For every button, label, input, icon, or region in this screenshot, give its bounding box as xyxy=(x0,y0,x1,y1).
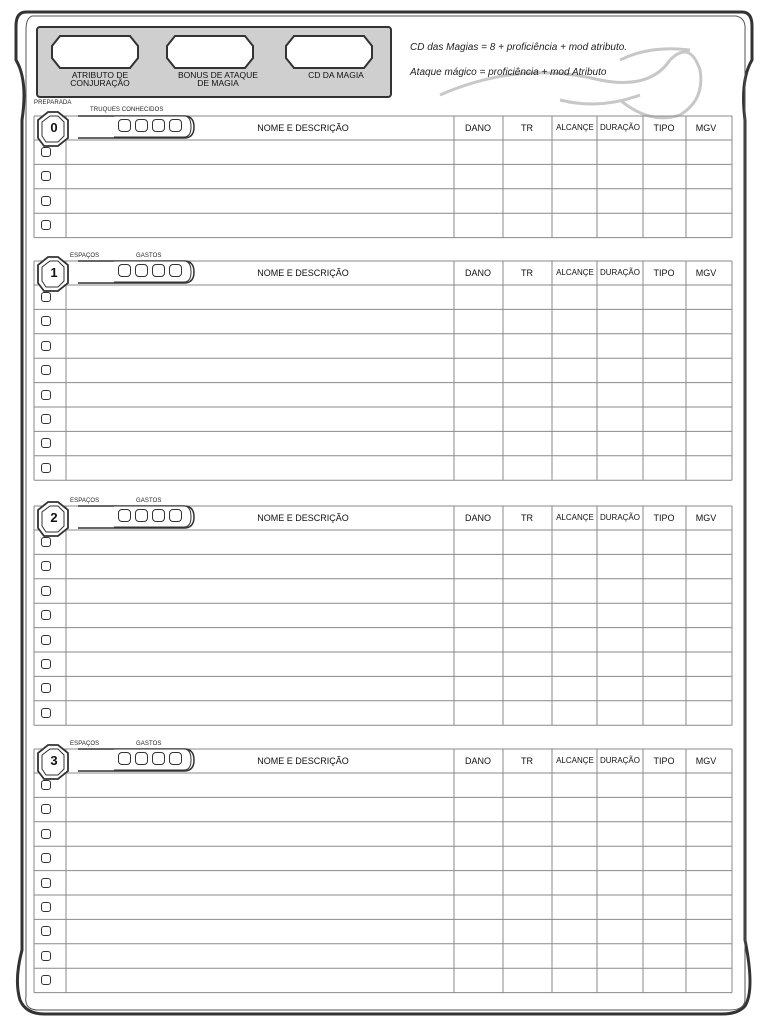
spell-level-number: 3 xyxy=(50,753,58,768)
slot-spent-checkbox[interactable] xyxy=(169,264,182,277)
prepared-checkbox[interactable] xyxy=(41,659,51,669)
column-header-duration: DURAÇÃO xyxy=(599,268,640,277)
prepared-checkbox[interactable] xyxy=(41,390,51,400)
column-header-components: MGV xyxy=(695,123,717,133)
column-header-damage: DANO xyxy=(464,756,491,766)
prepared-checkbox[interactable] xyxy=(41,196,51,206)
prepared-checkbox[interactable] xyxy=(41,829,51,839)
slot-spent-checkbox[interactable] xyxy=(169,752,182,765)
column-header-duration: DURAÇÃO xyxy=(599,123,640,132)
column-header-save: TR xyxy=(521,756,533,766)
prepared-checkbox[interactable] xyxy=(41,463,51,473)
slots-label: ESPAÇOS xyxy=(70,741,100,747)
prepared-checkbox[interactable] xyxy=(41,414,51,424)
slot-spent-checkbox[interactable] xyxy=(152,752,165,765)
prepared-checkbox[interactable] xyxy=(41,635,51,645)
column-header-name: NOME E DESCRIÇÃO xyxy=(257,268,349,278)
slot-spent-checkbox[interactable] xyxy=(169,119,182,132)
prepared-checkbox[interactable] xyxy=(41,292,51,302)
slots-label: ESPAÇOS xyxy=(70,498,100,504)
column-header-duration: DURAÇÃO xyxy=(599,513,640,522)
slot-spent-checkbox[interactable] xyxy=(152,119,165,132)
cantrips-known-label: TRUQUES CONHECIDOS xyxy=(90,107,164,113)
column-header-range: ALCANÇE xyxy=(556,123,594,132)
prepared-checkbox[interactable] xyxy=(41,438,51,448)
prepared-checkbox[interactable] xyxy=(41,610,51,620)
slot-spent-checkbox[interactable] xyxy=(135,752,148,765)
column-header-type: TIPO xyxy=(653,756,675,766)
prepared-checkbox[interactable] xyxy=(41,878,51,888)
spell-level-number: 1 xyxy=(50,265,58,280)
slot-spent-checkbox[interactable] xyxy=(135,509,148,522)
column-header-save: TR xyxy=(521,268,533,278)
slots-label: ESPAÇOS xyxy=(70,253,100,259)
spell-attack-bonus-label: BONUS DE ATAQUE DE MAGIA xyxy=(178,70,258,88)
prepared-checkbox[interactable] xyxy=(41,316,51,326)
spellcasting-ability-label: ATRIBUTO DE CONJURAÇÃO xyxy=(70,70,130,88)
formula-dc: CD das Magias = 8 + proficiência + mod atributo. xyxy=(410,42,628,53)
column-header-components: MGV xyxy=(695,756,717,766)
prepared-checkbox[interactable] xyxy=(41,975,51,985)
prepared-checkbox[interactable] xyxy=(41,537,51,547)
column-header-damage: DANO xyxy=(464,123,491,133)
formula-attack: Ataque mágico = proficiência + mod Atributo xyxy=(410,67,607,78)
column-header-save: TR xyxy=(521,513,533,523)
prepared-checkbox[interactable] xyxy=(41,926,51,936)
prepared-checkbox[interactable] xyxy=(41,365,51,375)
slot-spent-checkbox[interactable] xyxy=(135,119,148,132)
prepared-checkbox[interactable] xyxy=(41,804,51,814)
column-header-save: TR xyxy=(521,123,533,133)
column-header-name: NOME E DESCRIÇÃO xyxy=(257,756,349,766)
column-header-damage: DANO xyxy=(464,268,491,278)
slot-spent-checkbox[interactable] xyxy=(152,264,165,277)
prepared-checkbox[interactable] xyxy=(41,586,51,596)
column-header-name: NOME E DESCRIÇÃO xyxy=(257,513,349,523)
prepared-checkbox[interactable] xyxy=(41,902,51,912)
column-header-components: MGV xyxy=(695,268,717,278)
slot-spent-checkbox[interactable] xyxy=(152,509,165,522)
spent-label: GASTOS xyxy=(136,741,162,747)
spent-label: GASTOS xyxy=(136,498,162,504)
column-header-range: ALCANÇE xyxy=(556,756,594,765)
slot-spent-checkbox[interactable] xyxy=(135,264,148,277)
column-header-range: ALCANÇE xyxy=(556,268,594,277)
prepared-checkbox[interactable] xyxy=(41,171,51,181)
column-header-type: TIPO xyxy=(653,513,675,523)
spell-level-number: 0 xyxy=(50,120,58,135)
prepared-checkbox[interactable] xyxy=(41,683,51,693)
slot-spent-checkbox[interactable] xyxy=(118,752,131,765)
column-header-type: TIPO xyxy=(653,123,675,133)
prepared-checkbox[interactable] xyxy=(41,561,51,571)
column-header-range: ALCANÇE xyxy=(556,513,594,522)
prepared-checkbox[interactable] xyxy=(41,780,51,790)
column-header-components: MGV xyxy=(695,513,717,523)
column-header-damage: DANO xyxy=(464,513,491,523)
slot-spent-checkbox[interactable] xyxy=(169,509,182,522)
slot-spent-checkbox[interactable] xyxy=(118,264,131,277)
prepared-checkbox[interactable] xyxy=(41,708,51,718)
column-header-name: NOME E DESCRIÇÃO xyxy=(257,123,349,133)
spent-label: GASTOS xyxy=(136,253,162,259)
column-header-duration: DURAÇÃO xyxy=(599,756,640,765)
column-header-type: TIPO xyxy=(653,268,675,278)
prepared-checkbox[interactable] xyxy=(41,220,51,230)
spell-save-dc-label: CD DA MAGIA xyxy=(308,70,364,80)
prepared-checkbox[interactable] xyxy=(41,341,51,351)
prepared-label: PREPARADA xyxy=(34,100,72,106)
slot-spent-checkbox[interactable] xyxy=(118,119,131,132)
prepared-checkbox[interactable] xyxy=(41,853,51,863)
prepared-checkbox[interactable] xyxy=(41,951,51,961)
slot-spent-checkbox[interactable] xyxy=(118,509,131,522)
prepared-checkbox[interactable] xyxy=(41,147,51,157)
spell-level-number: 2 xyxy=(50,510,58,525)
